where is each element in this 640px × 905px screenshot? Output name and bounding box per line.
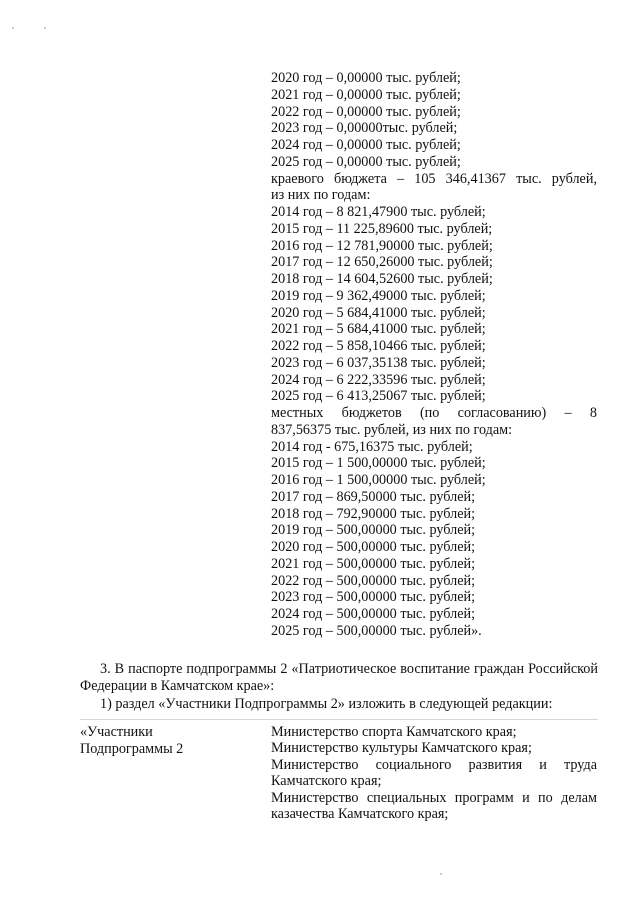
year-line: 2024 год – 0,00000 тыс. рублей; xyxy=(271,137,461,153)
participants-label-line: Подпрограммы 2 xyxy=(80,741,184,757)
year-line: 2015 год – 11 225,89600 тыс. рублей; xyxy=(271,220,493,237)
year-line: 2022 год – 0,00000 тыс. рублей; xyxy=(271,103,461,120)
table-top-rule xyxy=(80,719,598,720)
regional-budget-years xyxy=(271,204,597,405)
scan-dot xyxy=(440,873,442,875)
year-line: 2022 год – 5 858,10466 тыс. рублей; xyxy=(271,338,486,354)
year-line: 2023 год – 0,00000тыс. рублей; xyxy=(271,120,458,137)
scan-dot xyxy=(12,27,14,29)
year-line: 2021 год – 500,00000 тыс. рублей; xyxy=(271,555,476,572)
year-line: 2025 год – 0,00000 тыс. рублей; xyxy=(271,153,461,170)
participant-item: Министерство культуры Камчатского края; xyxy=(271,740,532,757)
participant-item: Министерство социального развития и труда Камчатского края; xyxy=(271,756,597,790)
participant-item: Министерство специальных программ и по делам казачества Камчатского края; xyxy=(271,789,597,823)
year-line: 2024 год – 6 222,33596 тыс. рублей; xyxy=(271,371,486,388)
year-line: 2021 год – 5 684,41000 тыс. рублей; xyxy=(271,321,486,338)
year-line: 2021 год – 0,00000 тыс. рублей; xyxy=(271,86,461,103)
year-line: 2020 год – 500,00000 тыс. рублей; xyxy=(271,539,476,555)
year-line: 2023 год – 6 037,35138 тыс. рублей; xyxy=(271,354,486,371)
year-line: 2017 год – 869,50000 тыс. рублей; xyxy=(271,488,476,505)
year-line: 2016 год – 1 500,00000 тыс. рублей; xyxy=(271,472,486,488)
year-line: 2014 год - 675,16375 тыс. рублей; xyxy=(271,438,473,455)
local-budget-subheading: 837,56375 тыс. рублей, из них по годам: xyxy=(271,421,513,438)
participants-label xyxy=(80,724,260,758)
funding-breakdown xyxy=(271,70,597,640)
participants-list xyxy=(271,724,597,822)
year-line: 2022 год – 500,00000 тыс. рублей; xyxy=(271,572,476,589)
regional-budget-heading: краевого бюджета – 105 346,41367 тыс. рублей, xyxy=(271,170,597,187)
year-line: 2016 год – 12 781,90000 тыс. рублей; xyxy=(271,237,493,254)
year-line: 2025 год – 500,00000 тыс. рублей». xyxy=(271,622,482,639)
subitem-1-text: 1) раздел «Участники Подпрограммы 2» изложить в следующей редакции: xyxy=(100,696,553,712)
regional-budget-subheading: из них по годам: xyxy=(271,187,371,204)
year-line: 2018 год – 792,90000 тыс. рублей; xyxy=(271,505,476,522)
year-line: 2015 год – 1 500,00000 тыс. рублей; xyxy=(271,455,486,472)
item-3-text: 3. В паспорте подпрограммы 2 «Патриотическое воспитание граждан Российской Федерации в Камчатском крае»: xyxy=(80,661,598,694)
scan-dot xyxy=(44,27,46,29)
federal-budget-years xyxy=(271,70,597,171)
year-line: 2014 год – 8 821,47900 тыс. рублей; xyxy=(271,204,486,220)
year-line: 2025 год – 6 413,25067 тыс. рублей; xyxy=(271,388,486,405)
local-budget-heading: местных бюджетов (по согласованию) – 8 xyxy=(271,405,597,421)
year-line: 2023 год – 500,00000 тыс. рублей; xyxy=(271,589,476,606)
year-line: 2020 год – 5 684,41000 тыс. рублей; xyxy=(271,304,486,321)
year-line: 2020 год – 0,00000 тыс. рублей; xyxy=(271,70,461,86)
year-line: 2017 год – 12 650,26000 тыс. рублей; xyxy=(271,254,493,271)
year-line: 2019 год – 9 362,49000 тыс. рублей; xyxy=(271,287,486,304)
item-3-paragraph xyxy=(80,661,598,695)
local-budget-years xyxy=(271,439,597,640)
year-line: 2019 год – 500,00000 тыс. рублей; xyxy=(271,522,476,539)
year-line: 2018 год – 14 604,52600 тыс. рублей; xyxy=(271,271,493,287)
participant-item: Министерство спорта Камчатского края; xyxy=(271,724,517,740)
subitem-1-paragraph xyxy=(80,696,598,713)
year-line: 2024 год – 500,00000 тыс. рублей; xyxy=(271,606,476,622)
participants-label-line: «Участники xyxy=(80,724,153,740)
